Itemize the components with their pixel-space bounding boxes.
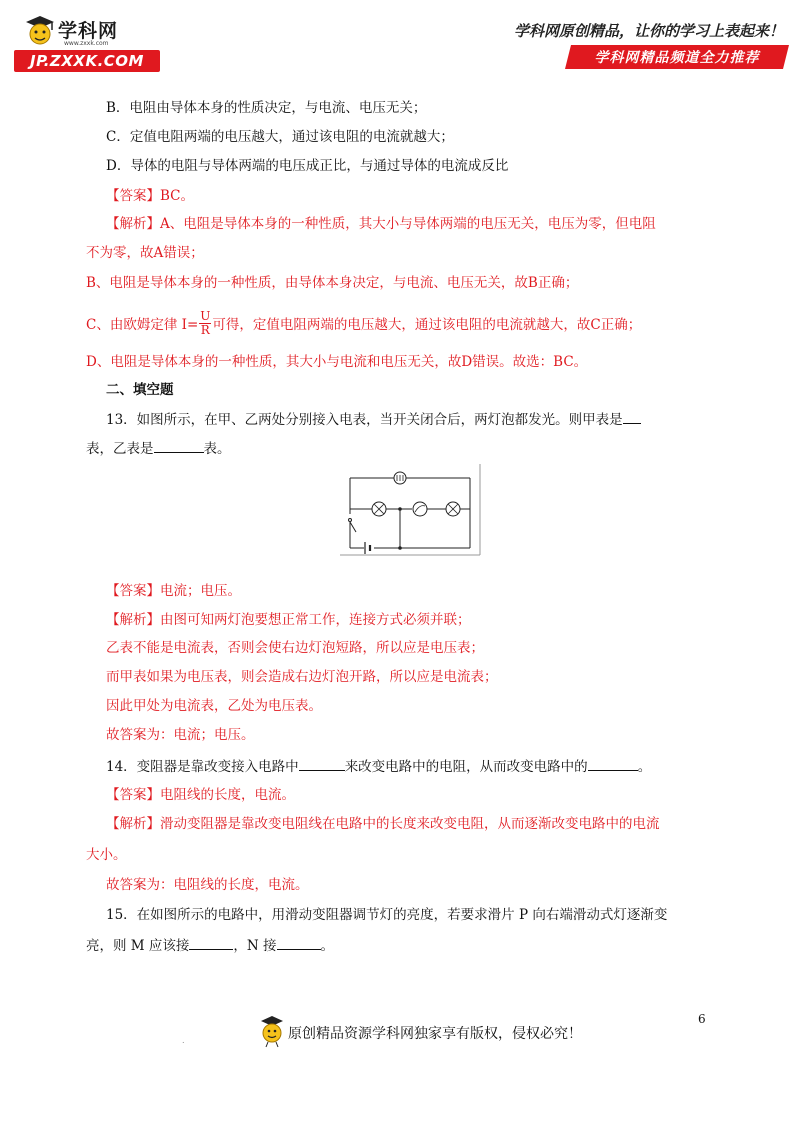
q14-stem-a: 14．变阻器是靠改变接入电路中 (106, 759, 299, 775)
q15-stem-1: 15．在如图所示的电路中，用滑动变阻器调节灯的亮度，若要求滑片 P 向右端滑动式灯逐渐变 (106, 907, 668, 923)
footer-mascot-icon (258, 1014, 286, 1048)
q13-answer: 【答案】电流；电压。 (106, 583, 241, 599)
circuit-diagram (336, 462, 486, 558)
q14-blank-2 (588, 756, 638, 771)
q12-analysis-3 (86, 309, 642, 339)
meter-jia-icon (394, 472, 406, 484)
q14-analysis-1: 【解析】滑动变阻器是靠改变电阻线在电路中的长度来改变电阻，从而逐渐改变电路中的电流 (106, 816, 660, 832)
q12-option-b: B．电阻由导体本身的性质决定，与电流、电压无关； (106, 100, 427, 116)
q12-analysis-1: 【解析】A、电阻是导体本身的一种性质，其大小与导体两端的电压无关，电压为零，但电阻 (106, 216, 656, 232)
q13-stem-1-text: 13．如图所示，在甲、乙两处分别接入电表，当开关闭合后，两灯泡都发光。则甲表是 (106, 412, 623, 428)
q12-option-c: C．定值电阻两端的电压越大，通过该电阻的电流就越大； (106, 129, 454, 145)
q15-stem-2a: 亮，则 M 应该接 (86, 938, 190, 954)
frac-denominator: R (200, 323, 210, 337)
ohm-fraction (199, 310, 211, 337)
header-banner (565, 45, 789, 69)
q13-stem-2 (86, 438, 231, 459)
q14-final: 故答案为：电阻线的长度，电流。 (106, 877, 309, 893)
lamp-left-icon (372, 502, 386, 516)
q13-stem-2a: 表，乙表是 (86, 441, 154, 457)
logo-url: www.zxxk.com (64, 40, 109, 47)
q14-stem-b: 来改变电路中的电阻，从而改变电路中的 (344, 759, 588, 775)
q13-analysis-3: 而甲表如果为电压表，则会造成右边灯泡开路，所以应是电流表； (106, 669, 498, 685)
q15-stem-2c: 。 (320, 938, 335, 954)
q14-stem-c: 。 (637, 759, 652, 775)
q12-analysis-4: D、电阻是导体本身的一种性质，其大小与电流和电压无关，故D错误。故选：BC。 (86, 354, 588, 370)
q13-analysis-4: 因此甲处为电流表，乙处为电压表。 (106, 698, 322, 714)
header-banner-text: 学科网精品频道全力推荐 (594, 50, 760, 66)
q14-stem (106, 756, 651, 777)
logo-bar-text: JP.ZXXK.COM (30, 52, 144, 70)
q13-stem-2b: 表。 (203, 441, 231, 457)
q12-analysis-3-pre: C、由欧姆定律 I= (86, 317, 199, 333)
q13-blank-2 (154, 438, 204, 453)
battery-icon (365, 542, 370, 554)
footer-dot: . (182, 1036, 185, 1045)
logo-bar (14, 50, 160, 72)
q15-blank-2 (277, 935, 321, 950)
q14-analysis-1b: 大小。 (86, 847, 127, 863)
q13-analysis-2: 乙表不能是电流表，否则会使右边灯泡短路，所以应是电压表； (106, 640, 484, 656)
meter-yi-icon (413, 502, 427, 516)
q12-analysis-1b: 不为零，故A错误； (86, 245, 204, 261)
header-slogan: 学科网原创精品，让你的学习上表起来！ (513, 22, 784, 40)
q12-option-d: D．导体的电阻与导体两端的电压成正比，与通过导体的电流成反比 (106, 158, 509, 174)
q13-stem-1 (106, 409, 641, 430)
q13-analysis-1: 【解析】由图可知两灯泡要想正常工作，连接方式必须并联； (106, 612, 471, 628)
q15-stem-2 (86, 935, 334, 956)
frac-numerator: U (200, 309, 211, 323)
q12-analysis-2: B、电阻是导体本身的一种性质，由导体本身决定，与电流、电压无关，故B正确； (86, 275, 579, 291)
footer-copyright: 原创精品资源学科网独家享有版权，侵权必究！ (288, 1026, 582, 1042)
q13-final: 故答案为：电流；电压。 (106, 727, 255, 743)
q12-answer: 【答案】BC。 (106, 188, 195, 204)
switch-icon (348, 514, 356, 532)
logo-title: 学科网 (58, 20, 119, 42)
q13-blank-1 (623, 409, 641, 424)
site-logo (14, 14, 164, 74)
section-title: 二、填空题 (106, 382, 174, 398)
q15-blank-1 (189, 935, 233, 950)
q14-answer: 【答案】电阻线的长度，电流。 (106, 787, 295, 803)
mascot-icon (22, 14, 58, 50)
q12-analysis-3-post: 可得，定值电阻两端的电压越大，通过该电阻的电流就越大，故C正确； (212, 317, 642, 333)
q14-blank-1 (299, 756, 345, 771)
page-number: 6 (698, 1012, 706, 1026)
lamp-right-icon (446, 502, 460, 516)
q15-stem-2b: ，N 接 (233, 938, 277, 954)
